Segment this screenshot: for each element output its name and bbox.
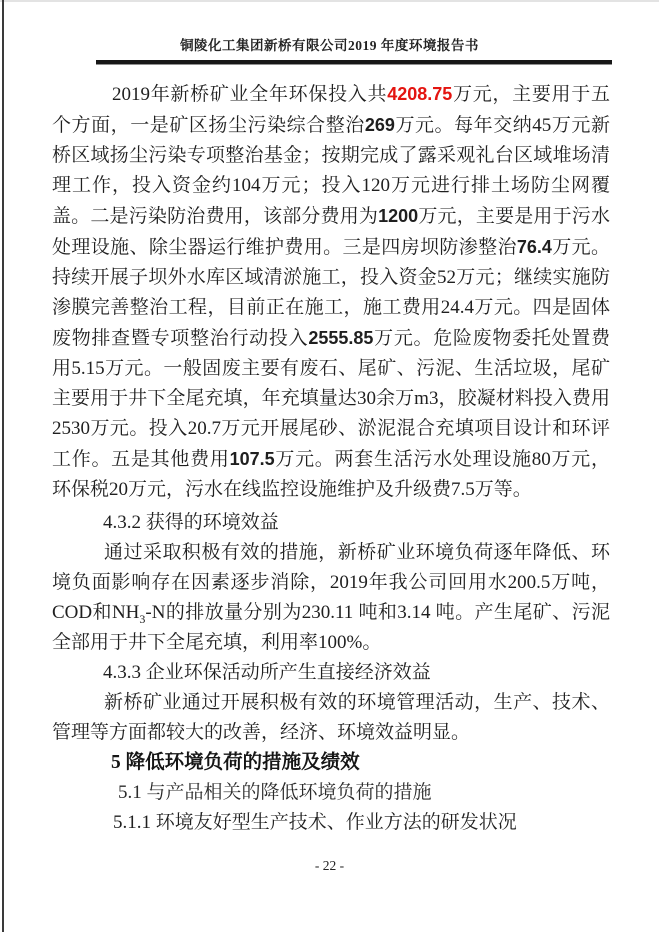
header-divider-rule	[96, 60, 612, 65]
page-number: - 22 -	[314, 858, 345, 873]
report-header-title: 铜陵化工集团新桥有限公司2019 年度环境报告书	[180, 38, 479, 53]
heading-5-1-product-related-measures: 5.1 与产品相关的降低环境负荷的措施	[118, 782, 432, 803]
document-body	[52, 79, 610, 838]
heading-4-3-3-direct-economic-benefits: 4.3.3 企业环保活动所产生直接经济效益	[103, 662, 431, 683]
paragraph-annual-environmental-investment: 2019年新桥矿业全年环保投入共4208.75万元，主要用于五个方面，一是矿区扬尘污染综合整治269万元。每年交纳45万元新桥区域扬尘污染专项整治基金；按期完成了露采观礼台区域堆场清理工作，投入资金约104万元；投入120万元进行排土场防尘网覆盖。二是污染防治费用，该部分费用为1200万元，主要是用于污水处理设施、除尘器运行维护费用。三是四房坝防渗整治76.4万元。持续开展子坝外水库区域清淤施工，投入资金52万元；继续实施防渗膜完善整治工程，目前正在施工，施工费用24.4万元。四是固体废物排查暨专项整治行动投入2555.85万元。危险废物委托处置费用5.15万元。一般固废主要有废石、尾矿、污泥、生活垃圾，尾矿主要用于井下全尾充填，年充填量达30余万m3，胶凝材料投入费用2530万元。投入20.7万元开展尾砂、淤泥混合充填项目设计和环评工作。五是其他费用107.5万元。两套生活污水处理设施80万元，环保税20万元，污水在线监控设施维护及升级费7.5万等。	[52, 84, 610, 500]
page-footer	[0, 858, 659, 874]
paragraph-environmental-benefits: 通过采取积极有效的措施，新桥矿业环境负荷逐年降低、环境负面影响存在因素逐步消除，2019年我公司回用水200.5万吨，COD和$NH_3-N$的排放量分别为230.11 吨和3.14 吨。产生尾矿、污泥全部用于井下全尾充填，利用率100%。	[52, 542, 610, 653]
page-top-edge	[0, 0, 659, 2]
page-left-edge	[2, 0, 4, 932]
paragraph-direct-economic-benefits: 新桥矿业通过开展积极有效的环境管理活动，生产、技术、管理等方面都较大的改善，经济、环境效益明显。	[52, 692, 610, 743]
heading-4-3-2-environmental-benefits: 4.3.2 获得的环境效益	[103, 512, 279, 533]
heading-5-1-1-eco-friendly-production-rd: 5.1.1 环境友好型生产技术、作业方法的研发状况	[113, 812, 517, 833]
heading-5-reduce-environmental-load: 5 降低环境负荷的措施及绩效	[111, 752, 360, 773]
